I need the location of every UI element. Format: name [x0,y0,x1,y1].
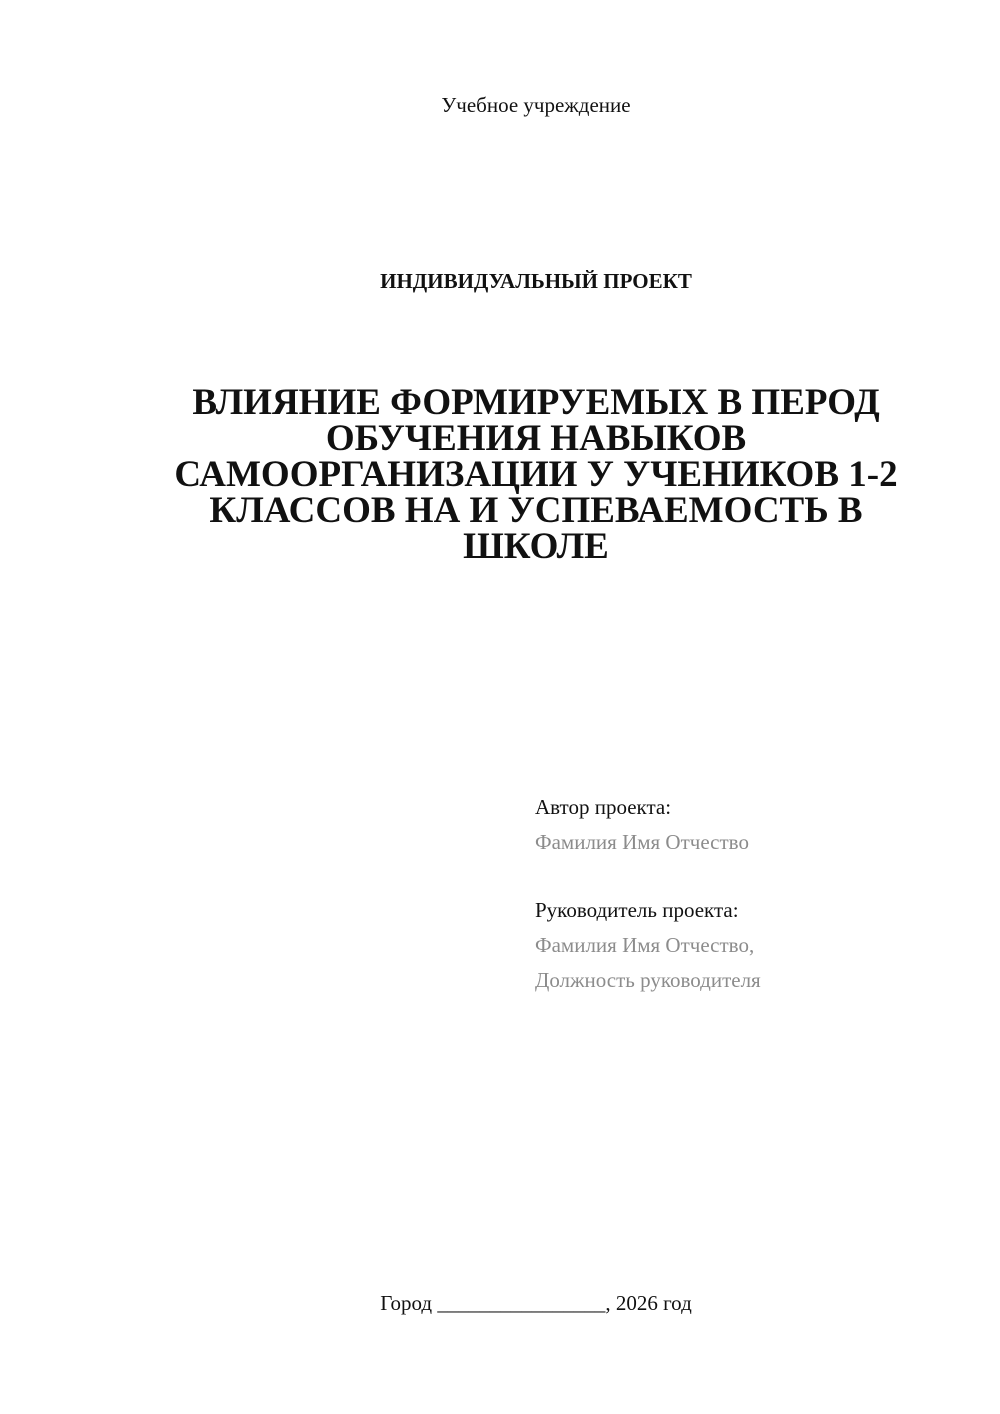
project-title-line: ОБУЧЕНИЯ НАВЫКОВ [325,418,747,459]
project-title-line: САМООРГАНИЗАЦИИ У УЧЕНИКОВ 1-2 [174,454,898,495]
project-title-line: ШКОЛЕ [463,526,609,567]
institution-name: Учебное учреждение [441,93,631,117]
supervisor-name: Фамилия Имя Отчество, [535,933,755,957]
author-label: Автор проекта: [535,795,672,819]
project-title-line: КЛАССОВ НА И УСПЕВАЕМОСТЬ В [209,490,863,531]
author-block [535,790,975,860]
author-name: Фамилия Имя Отчество [535,830,749,854]
project-type-heading: ИНДИВИДУАЛЬНЫЙ ПРОЕКТ [380,269,692,293]
supervisor-block [535,893,975,998]
project-title [150,382,922,567]
supervisor-position: Должность руководителя [535,968,761,992]
project-title-line: ВЛИЯНИЕ ФОРМИРУЕМЫХ В ПЕРОД [192,382,880,423]
supervisor-label: Руководитель проекта: [535,898,739,922]
city-year-footer: Город ________________, 2026 год [380,1291,692,1315]
